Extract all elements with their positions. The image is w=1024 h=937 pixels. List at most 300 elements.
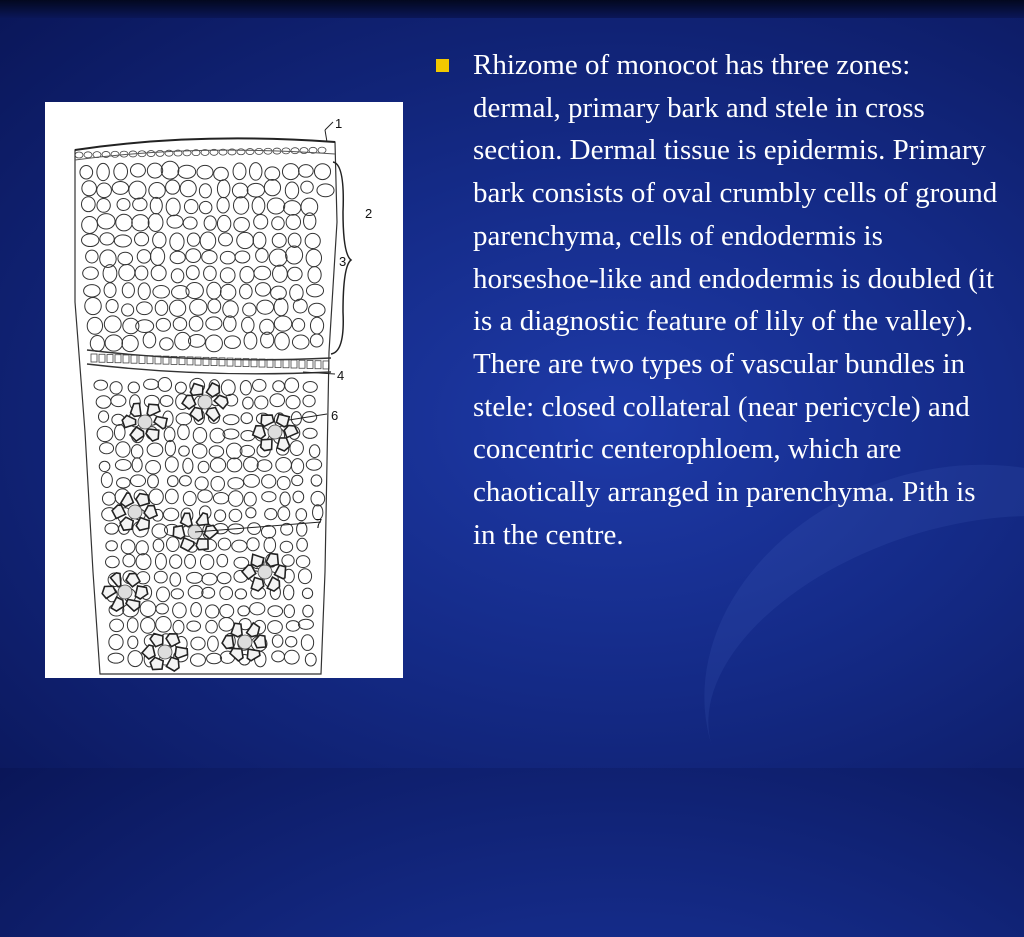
epidermal-cell <box>246 149 254 155</box>
vascular-bundle-cell <box>251 554 263 567</box>
stele-parenchyma-cell <box>127 618 138 633</box>
vascular-bundle-cell <box>182 395 196 409</box>
stele-parenchyma-cell <box>217 573 231 584</box>
stele-parenchyma-cell <box>296 509 307 521</box>
stele-parenchyma-cell <box>115 460 131 471</box>
parenchyma-cell <box>156 318 170 331</box>
stele-parenchyma-cell <box>278 507 290 521</box>
endodermis-cell <box>115 355 121 363</box>
stele-parenchyma-cell <box>298 619 313 629</box>
stele-parenchyma-cell <box>286 637 297 647</box>
endodermis-cell <box>315 361 321 369</box>
vascular-bundle-cell <box>230 649 243 662</box>
parenchyma-cell <box>112 182 128 195</box>
stele-parenchyma-cell <box>293 491 304 503</box>
parenchyma-cell <box>167 215 183 228</box>
parenchyma-cell <box>97 214 115 229</box>
parenchyma-cell <box>244 332 257 349</box>
parenchyma-cell <box>223 301 238 318</box>
parenchyma-cell <box>206 317 222 330</box>
parenchyma-cell <box>220 268 235 283</box>
vascular-bundle-cell <box>247 649 260 661</box>
stele-parenchyma-cell <box>157 587 170 602</box>
parenchyma-cell <box>178 165 196 178</box>
vascular-bundle-cell <box>277 438 290 451</box>
endodermis-cell <box>139 355 145 363</box>
parenchyma-cell <box>292 319 304 332</box>
parenchyma-cell <box>199 201 211 213</box>
parenchyma-cell <box>184 199 198 213</box>
parenchyma-cell <box>240 284 253 299</box>
vascular-bundle-cell <box>204 525 218 539</box>
parenchyma-cell <box>130 164 145 177</box>
stele-parenchyma-cell <box>123 554 135 567</box>
stele-parenchyma-cell <box>131 445 143 459</box>
stele-parenchyma-cell <box>191 637 205 650</box>
figure-label-2: 2 <box>365 206 373 221</box>
stele-parenchyma-cell <box>106 541 118 551</box>
stele-parenchyma-cell <box>108 653 124 663</box>
stele-parenchyma-cell <box>109 634 123 649</box>
endodermis-cell <box>291 360 297 368</box>
parenchyma-cell <box>252 197 265 214</box>
vascular-bundle-cell <box>126 599 140 611</box>
stele-parenchyma-cell <box>303 382 317 393</box>
stele-parenchyma-cell <box>148 475 159 488</box>
parenchyma-cell <box>189 316 203 331</box>
stele-parenchyma-cell <box>276 457 292 472</box>
vascular-bundle-core <box>268 425 282 439</box>
vascular-bundle-core <box>128 505 142 519</box>
parenchyma-cell <box>118 252 133 265</box>
parenchyma-cell <box>204 266 217 280</box>
stele-parenchyma-cell <box>219 617 234 631</box>
stele-parenchyma-cell <box>98 411 108 422</box>
vascular-bundle-cell <box>214 395 228 409</box>
epidermal-cell <box>111 151 119 157</box>
parenchyma-cell <box>204 216 216 230</box>
epidermal-cell <box>291 148 299 154</box>
parenchyma-cell <box>100 233 114 245</box>
stele-parenchyma-cell <box>173 620 184 634</box>
vascular-bundle-cell <box>110 573 121 587</box>
vascular-bundle-cell <box>136 494 149 507</box>
stele-parenchyma-cell <box>210 428 225 443</box>
parenchyma-cell <box>104 283 116 298</box>
endodermis-cell <box>131 355 137 363</box>
stele-parenchyma-cell <box>298 569 311 584</box>
stele-parenchyma-cell <box>94 380 108 390</box>
vascular-bundle-cell <box>222 636 234 649</box>
vascular-bundle-cell <box>147 404 160 416</box>
stele-parenchyma-cell <box>223 415 239 425</box>
parenchyma-cell <box>284 201 301 215</box>
endodermis-cell <box>123 355 129 363</box>
stele-parenchyma-cell <box>284 605 294 618</box>
stele-parenchyma-cell <box>165 489 178 504</box>
stele-parenchyma-cell <box>156 616 171 632</box>
stele-parenchyma-cell <box>116 442 130 457</box>
stele-parenchyma-cell <box>141 617 155 633</box>
stele-parenchyma-cell <box>149 489 163 505</box>
vascular-bundle-core <box>118 585 132 599</box>
parenchyma-cell <box>137 302 153 315</box>
vascular-bundle-cell <box>166 634 180 647</box>
stele-parenchyma-cell <box>228 478 244 489</box>
parenchyma-cell <box>290 285 303 301</box>
stele-parenchyma-cell <box>146 461 161 474</box>
parenchyma-cell <box>160 338 174 350</box>
parenchyma-cell <box>310 334 323 347</box>
epidermal-cell <box>84 152 92 158</box>
vascular-bundle-cell <box>154 417 167 429</box>
stele-parenchyma-cell <box>202 587 215 598</box>
parenchyma-cell <box>299 165 314 178</box>
parenchyma-cell <box>217 197 229 213</box>
vascular-bundle-cell <box>150 634 163 647</box>
stele-parenchyma-cell <box>220 604 234 617</box>
stele-parenchyma-cell <box>286 396 300 409</box>
stele-parenchyma-cell <box>297 538 308 551</box>
parenchyma-cell <box>267 198 284 214</box>
stele-parenchyma-cell <box>218 538 231 550</box>
stele-parenchyma-cell <box>305 653 316 666</box>
parenchyma-cell <box>122 335 138 351</box>
parenchyma-cell <box>237 232 254 248</box>
parenchyma-cell <box>243 303 256 316</box>
parenchyma-cell <box>219 233 233 246</box>
vascular-bundle-cell <box>120 517 133 530</box>
parenchyma-cell <box>223 316 236 332</box>
endodermis-cell <box>107 354 113 362</box>
parenchyma-cell <box>180 180 196 196</box>
stele-parenchyma-cell <box>309 445 319 458</box>
stele-parenchyma-cell <box>170 573 181 587</box>
vascular-bundle-cell <box>173 526 184 539</box>
bullet-marker <box>436 59 449 72</box>
vascular-bundle-core <box>158 645 172 659</box>
leader-line-1 <box>325 130 327 142</box>
vascular-bundle-core <box>198 395 212 409</box>
epidermal-cell <box>147 151 155 157</box>
stele-parenchyma-cell <box>272 651 285 662</box>
epidermal-cell <box>255 148 263 154</box>
cross-section-drawing <box>45 102 403 678</box>
parenchyma-cell <box>186 266 199 280</box>
stele-parenchyma-cell <box>303 428 317 438</box>
parenchyma-cell <box>114 235 131 247</box>
parenchyma-cell <box>269 249 287 266</box>
vascular-bundle-cell <box>146 429 159 441</box>
parenchyma-cell <box>151 247 165 265</box>
parenchyma-cell <box>151 265 166 280</box>
parenchyma-cell <box>97 183 112 198</box>
parenchyma-cell <box>166 180 180 194</box>
vascular-bundle-cell <box>102 586 116 598</box>
stele-parenchyma-cell <box>311 491 325 505</box>
parenchyma-cell <box>200 232 216 250</box>
stele-parenchyma-cell <box>97 426 113 441</box>
parenchyma-cell <box>169 300 185 316</box>
slide-top-bar <box>0 0 1024 18</box>
parenchyma-cell <box>274 298 288 316</box>
parenchyma-cell <box>232 183 248 198</box>
stele-parenchyma-cell <box>136 541 148 555</box>
stele-parenchyma-cell <box>262 492 276 502</box>
stele-parenchyma-cell <box>188 586 203 599</box>
stele-parenchyma-cell <box>229 509 242 521</box>
parenchyma-cell <box>135 266 148 280</box>
parenchyma-cell <box>306 284 323 297</box>
parenchyma-cell <box>202 250 217 263</box>
parenchyma-cell <box>137 250 150 263</box>
parenchyma-cell <box>117 199 130 211</box>
stele-parenchyma-cell <box>244 492 256 506</box>
stele-parenchyma-cell <box>280 541 292 552</box>
vascular-bundle-cell <box>126 573 140 586</box>
leader-line-6 <box>289 414 327 420</box>
parenchyma-cell <box>87 317 102 334</box>
vascular-bundle-cell <box>144 506 157 519</box>
vascular-bundle-cell <box>276 414 289 427</box>
figure-label-7: 7 <box>315 516 323 531</box>
parenchyma-cell <box>97 199 110 213</box>
stele-parenchyma-cell <box>187 572 203 583</box>
parenchyma-cell <box>235 251 250 263</box>
parenchyma-cell <box>122 304 134 316</box>
stele-parenchyma-cell <box>178 424 190 439</box>
rhizome-cross-section-figure <box>45 102 403 678</box>
vascular-bundle-cell <box>231 623 242 637</box>
stele-parenchyma-cell <box>156 604 168 614</box>
stele-parenchyma-cell <box>273 381 285 392</box>
stele-parenchyma-cell <box>291 459 303 474</box>
stele-parenchyma-cell <box>117 478 131 488</box>
stele-parenchyma-cell <box>286 621 300 632</box>
vascular-bundle-core <box>138 415 152 429</box>
stele-parenchyma-cell <box>200 555 213 570</box>
parenchyma-cell <box>310 317 323 334</box>
stele-parenchyma-cell <box>167 476 178 487</box>
endodermis-cell <box>267 359 273 367</box>
parenchyma-cell <box>105 335 122 351</box>
parenchyma-cell <box>288 233 301 247</box>
stele-parenchyma-cell <box>100 443 114 454</box>
parenchyma-cell <box>123 318 139 334</box>
stele-parenchyma-cell <box>209 446 223 458</box>
parenchyma-cell <box>81 197 95 212</box>
stele-parenchyma-cell <box>220 587 233 600</box>
stele-parenchyma-cell <box>250 603 265 615</box>
parenchyma-cell <box>187 233 200 246</box>
stele-parenchyma-cell <box>173 603 187 618</box>
parenchyma-cell <box>84 285 101 297</box>
parenchyma-cell <box>133 198 147 211</box>
parenchyma-cell <box>208 299 221 313</box>
stele-parenchyma-cell <box>160 396 173 407</box>
parenchyma-cell <box>149 183 165 199</box>
parenchyma-cell <box>153 286 170 299</box>
epidermal-cell <box>75 152 83 158</box>
parenchyma-cell <box>183 217 197 229</box>
stele-parenchyma-cell <box>244 457 259 472</box>
figure-label-1: 1 <box>335 116 343 131</box>
parenchyma-cell <box>214 167 229 180</box>
parenchyma-cell <box>272 233 286 247</box>
parenchyma-cell <box>308 267 321 283</box>
parenchyma-cell <box>256 248 269 262</box>
vascular-bundle-cell <box>206 383 219 397</box>
stele-parenchyma-cell <box>208 636 219 651</box>
stele-parenchyma-cell <box>285 378 299 392</box>
parenchyma-cell <box>220 251 235 264</box>
stele-parenchyma-cell <box>164 427 175 442</box>
epidermal-cell <box>237 149 245 155</box>
endodermis-cell <box>307 360 313 368</box>
stele-parenchyma-cell <box>292 475 303 485</box>
stele-parenchyma-cell <box>128 382 139 393</box>
stele-parenchyma-cell <box>244 474 260 487</box>
parenchyma-cell <box>286 214 300 229</box>
epidermal-cell <box>156 150 164 156</box>
stele-parenchyma-cell <box>227 458 242 472</box>
endodermis-cell <box>323 361 329 369</box>
parenchyma-cell <box>186 249 201 263</box>
stele-parenchyma-cell <box>136 554 151 570</box>
vascular-bundle-cell <box>284 426 298 438</box>
parenchyma-cell <box>82 181 97 196</box>
endodermis-cell <box>275 360 281 368</box>
stele-parenchyma-cell <box>170 555 182 569</box>
stele-parenchyma-cell <box>179 476 191 486</box>
stele-parenchyma-cell <box>158 378 171 392</box>
vascular-bundle-cell <box>150 657 163 669</box>
vascular-bundle-cell <box>267 577 279 591</box>
parenchyma-cell <box>143 332 156 348</box>
vascular-bundle-cell <box>166 657 179 671</box>
epidermal-cell <box>318 147 326 153</box>
parenchyma-cell <box>264 180 280 196</box>
parenchyma-cell <box>86 250 99 263</box>
vascular-bundle-cell <box>122 415 135 427</box>
vascular-bundle-cell <box>275 565 286 579</box>
stele-parenchyma-cell <box>240 380 251 395</box>
parenchyma-cell <box>254 266 271 280</box>
stele-parenchyma-cell <box>302 588 312 598</box>
stele-parenchyma-cell <box>257 460 272 472</box>
epidermis-line <box>75 138 335 150</box>
parenchyma-cell <box>275 333 290 350</box>
vascular-bundle-cell <box>111 597 124 611</box>
stele-parenchyma-cell <box>96 396 111 409</box>
parenchyma-cell <box>249 163 261 181</box>
stele-parenchyma-cell <box>206 605 219 618</box>
endodermis-cell <box>91 354 97 362</box>
stele-parenchyma-cell <box>128 636 138 648</box>
parenchyma-cell <box>83 267 99 279</box>
parenchyma-cell <box>240 266 254 282</box>
stele-parenchyma-cell <box>283 585 293 600</box>
stele-parenchyma-cell <box>241 413 252 424</box>
stele-parenchyma-cell <box>255 396 268 409</box>
vascular-bundle-cell <box>247 623 260 637</box>
stele-parenchyma-cell <box>262 475 276 488</box>
stele-parenchyma-cell <box>198 461 209 472</box>
figure-label-3: 3 <box>339 254 347 269</box>
stele-parenchyma-cell <box>272 635 283 647</box>
stele-parenchyma-cell <box>106 556 120 567</box>
vascular-bundle-cell <box>135 586 147 599</box>
parenchyma-cell <box>82 234 99 247</box>
parenchyma-cell <box>272 217 285 230</box>
parenchyma-cell <box>220 284 235 300</box>
stele-parenchyma-cell <box>130 475 145 487</box>
parenchyma-cell <box>106 299 118 312</box>
stele-parenchyma-cell <box>248 523 261 535</box>
stele-parenchyma-cell <box>128 651 143 667</box>
stele-parenchyma-cell <box>111 395 126 407</box>
stele-parenchyma-cell <box>306 459 321 470</box>
stele-parenchyma-cell <box>232 540 247 552</box>
stele-parenchyma-cell <box>282 555 294 567</box>
stele-parenchyma-cell <box>223 429 239 439</box>
parenchyma-cell <box>197 165 213 179</box>
parenchyma-cell <box>129 181 146 199</box>
stele-parenchyma-cell <box>165 440 175 456</box>
parenchyma-cell <box>242 317 254 333</box>
vascular-bundle-cell <box>196 513 208 525</box>
parenchyma-cell <box>317 184 334 197</box>
endodermis-cell <box>147 356 153 364</box>
leader-line-1b <box>325 122 333 130</box>
vascular-bundle-cell <box>251 578 263 592</box>
vascular-bundle-core <box>258 565 272 579</box>
vascular-bundle-cell <box>131 403 141 416</box>
stele-parenchyma-cell <box>167 537 180 552</box>
parenchyma-cell <box>305 233 320 248</box>
parenchyma-cell <box>309 303 326 316</box>
stele-parenchyma-cell <box>154 571 167 583</box>
stele-parenchyma-cell <box>247 538 259 551</box>
parenchyma-cell <box>217 180 230 198</box>
stele-parenchyma-cell <box>195 477 208 490</box>
parenchyma-cell <box>247 183 264 197</box>
parenchyma-cell <box>285 182 298 199</box>
parenchyma-cell <box>306 249 321 266</box>
slide-text-block <box>436 44 1002 556</box>
stele-parenchyma-cell <box>301 635 313 651</box>
stele-parenchyma-cell <box>114 425 125 441</box>
stele-parenchyma-cell <box>183 491 196 505</box>
stele-parenchyma-cell <box>105 523 118 534</box>
parenchyma-cell <box>253 232 266 248</box>
stele-parenchyma-cell <box>110 382 122 394</box>
parenchyma-cell <box>135 232 149 245</box>
stele-parenchyma-cell <box>171 589 183 599</box>
parenchyma-cell <box>217 215 230 231</box>
parenchyma-cell <box>116 214 133 231</box>
vascular-bundle-cell <box>121 493 134 507</box>
stele-parenchyma-cell <box>187 621 201 631</box>
stele-parenchyma-cell <box>268 606 283 617</box>
vascular-bundle-cell <box>181 538 194 551</box>
stele-parenchyma-cell <box>185 554 196 568</box>
endodermis-cell <box>299 360 305 368</box>
parenchyma-cell <box>274 316 291 331</box>
stele-parenchyma-cell <box>175 382 186 393</box>
stele-parenchyma-cell <box>213 492 228 503</box>
stele-parenchyma-cell <box>253 379 266 391</box>
